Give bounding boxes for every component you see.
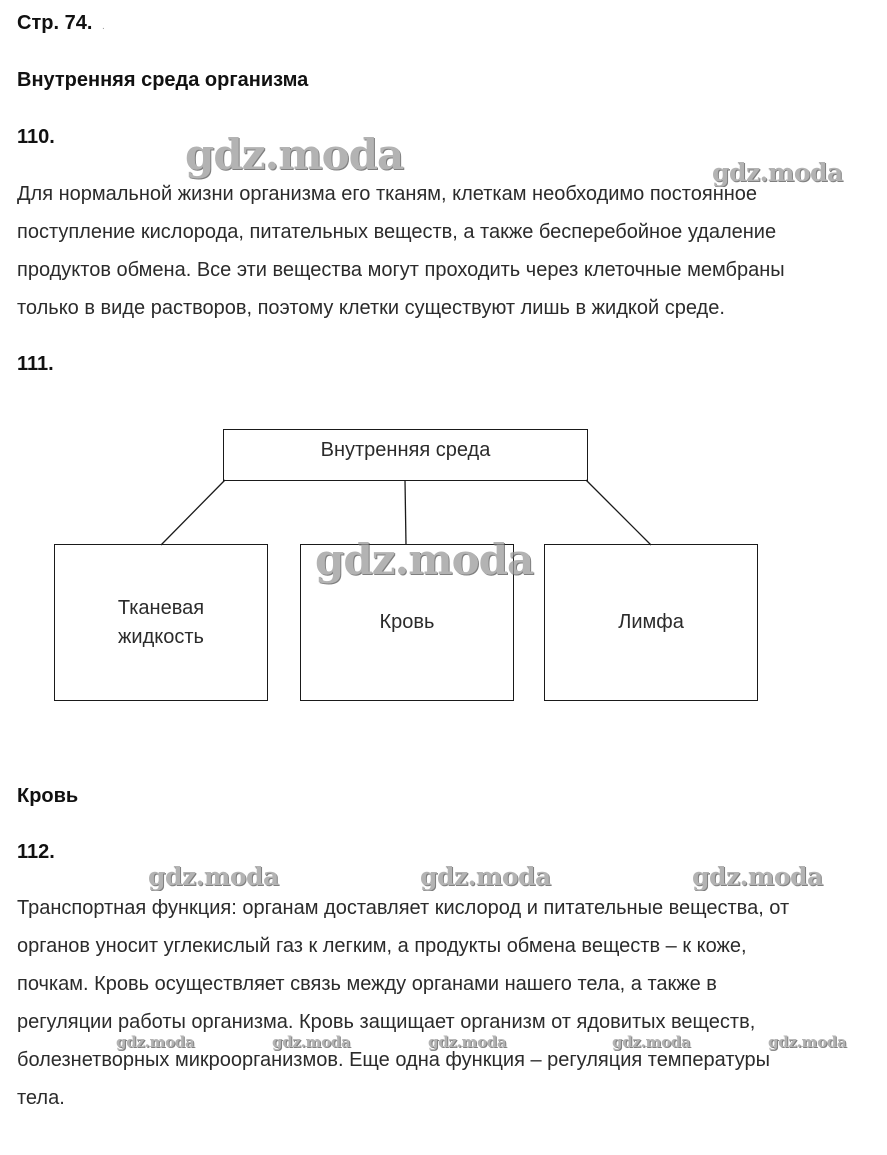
watermark: gdz.moda (712, 158, 843, 187)
answer-110-line: только в виде растворов, поэтому клетки существуют лишь в жидкой среде. (17, 297, 725, 319)
watermark: gdz.moda (315, 535, 534, 584)
watermark: gdz.moda (272, 1033, 351, 1051)
diagram-box-tissue-fluid (54, 544, 268, 701)
page-number: Стр. 74. (17, 12, 93, 34)
answer-110-line: Для нормальной жизни организма его тканям, клеткам необходимо постоянное (17, 183, 758, 205)
diagram-root-box (223, 429, 588, 481)
answer-112-line: тела. (17, 1087, 65, 1109)
watermark: gdz.moda (692, 862, 823, 891)
answer-112-line: болезнетворных микроорганизмов. Еще одна функция – регуляция температуры (17, 1049, 770, 1071)
diagram-root-label: Внутренняя среда (320, 439, 491, 461)
answer-112-line: почкам. Кровь осуществляет связь между органами нашего тела, а также в (17, 973, 717, 995)
diagram-box-lymph (544, 544, 758, 701)
connector-left (161, 480, 225, 545)
watermark: gdz.moda (116, 1033, 195, 1051)
page-dot: . (101, 21, 105, 32)
section-title-blood: Кровь (17, 785, 79, 807)
question-number-110: 110. (17, 126, 55, 148)
answer-112 (17, 889, 879, 1117)
answer-112-line: регуляции работы организма. Кровь защищает организм от ядовитых веществ, (17, 1011, 756, 1033)
diagram-box-label: Лимфа (618, 611, 684, 633)
section-title-internal-environment: Внутренняя среда организма (17, 69, 309, 91)
connector-right (586, 480, 651, 545)
diagram-box-label: жидкость (118, 625, 204, 648)
watermark: gdz.moda (768, 1033, 847, 1051)
question-number-111: 111. (17, 353, 54, 375)
watermark: gdz.moda (148, 862, 279, 891)
diagram-box-label: Кровь (379, 611, 435, 633)
answer-110-line: продуктов обмена. Все эти вещества могут проходить через клеточные мембраны (17, 259, 785, 281)
watermark: gdz.moda (612, 1033, 691, 1051)
watermark: gdz.moda (420, 862, 551, 891)
question-number-112: 112. (17, 841, 55, 863)
answer-112-line: органов уносит углекислый газ к легким, а продукты обмена веществ – к коже, (17, 935, 747, 957)
watermark: gdz.moda (185, 130, 404, 179)
answer-112-line: Транспортная функция: органам доставляет кислород и питательные вещества, от (17, 897, 790, 919)
diagram-box-blood (300, 544, 514, 701)
watermark: gdz.moda (428, 1033, 507, 1051)
answer-110-line: поступление кислорода, питательных веществ, а также бесперебойное удаление (17, 221, 777, 243)
connector-middle (405, 480, 406, 545)
diagram-box-label: Тканевая (117, 596, 205, 619)
